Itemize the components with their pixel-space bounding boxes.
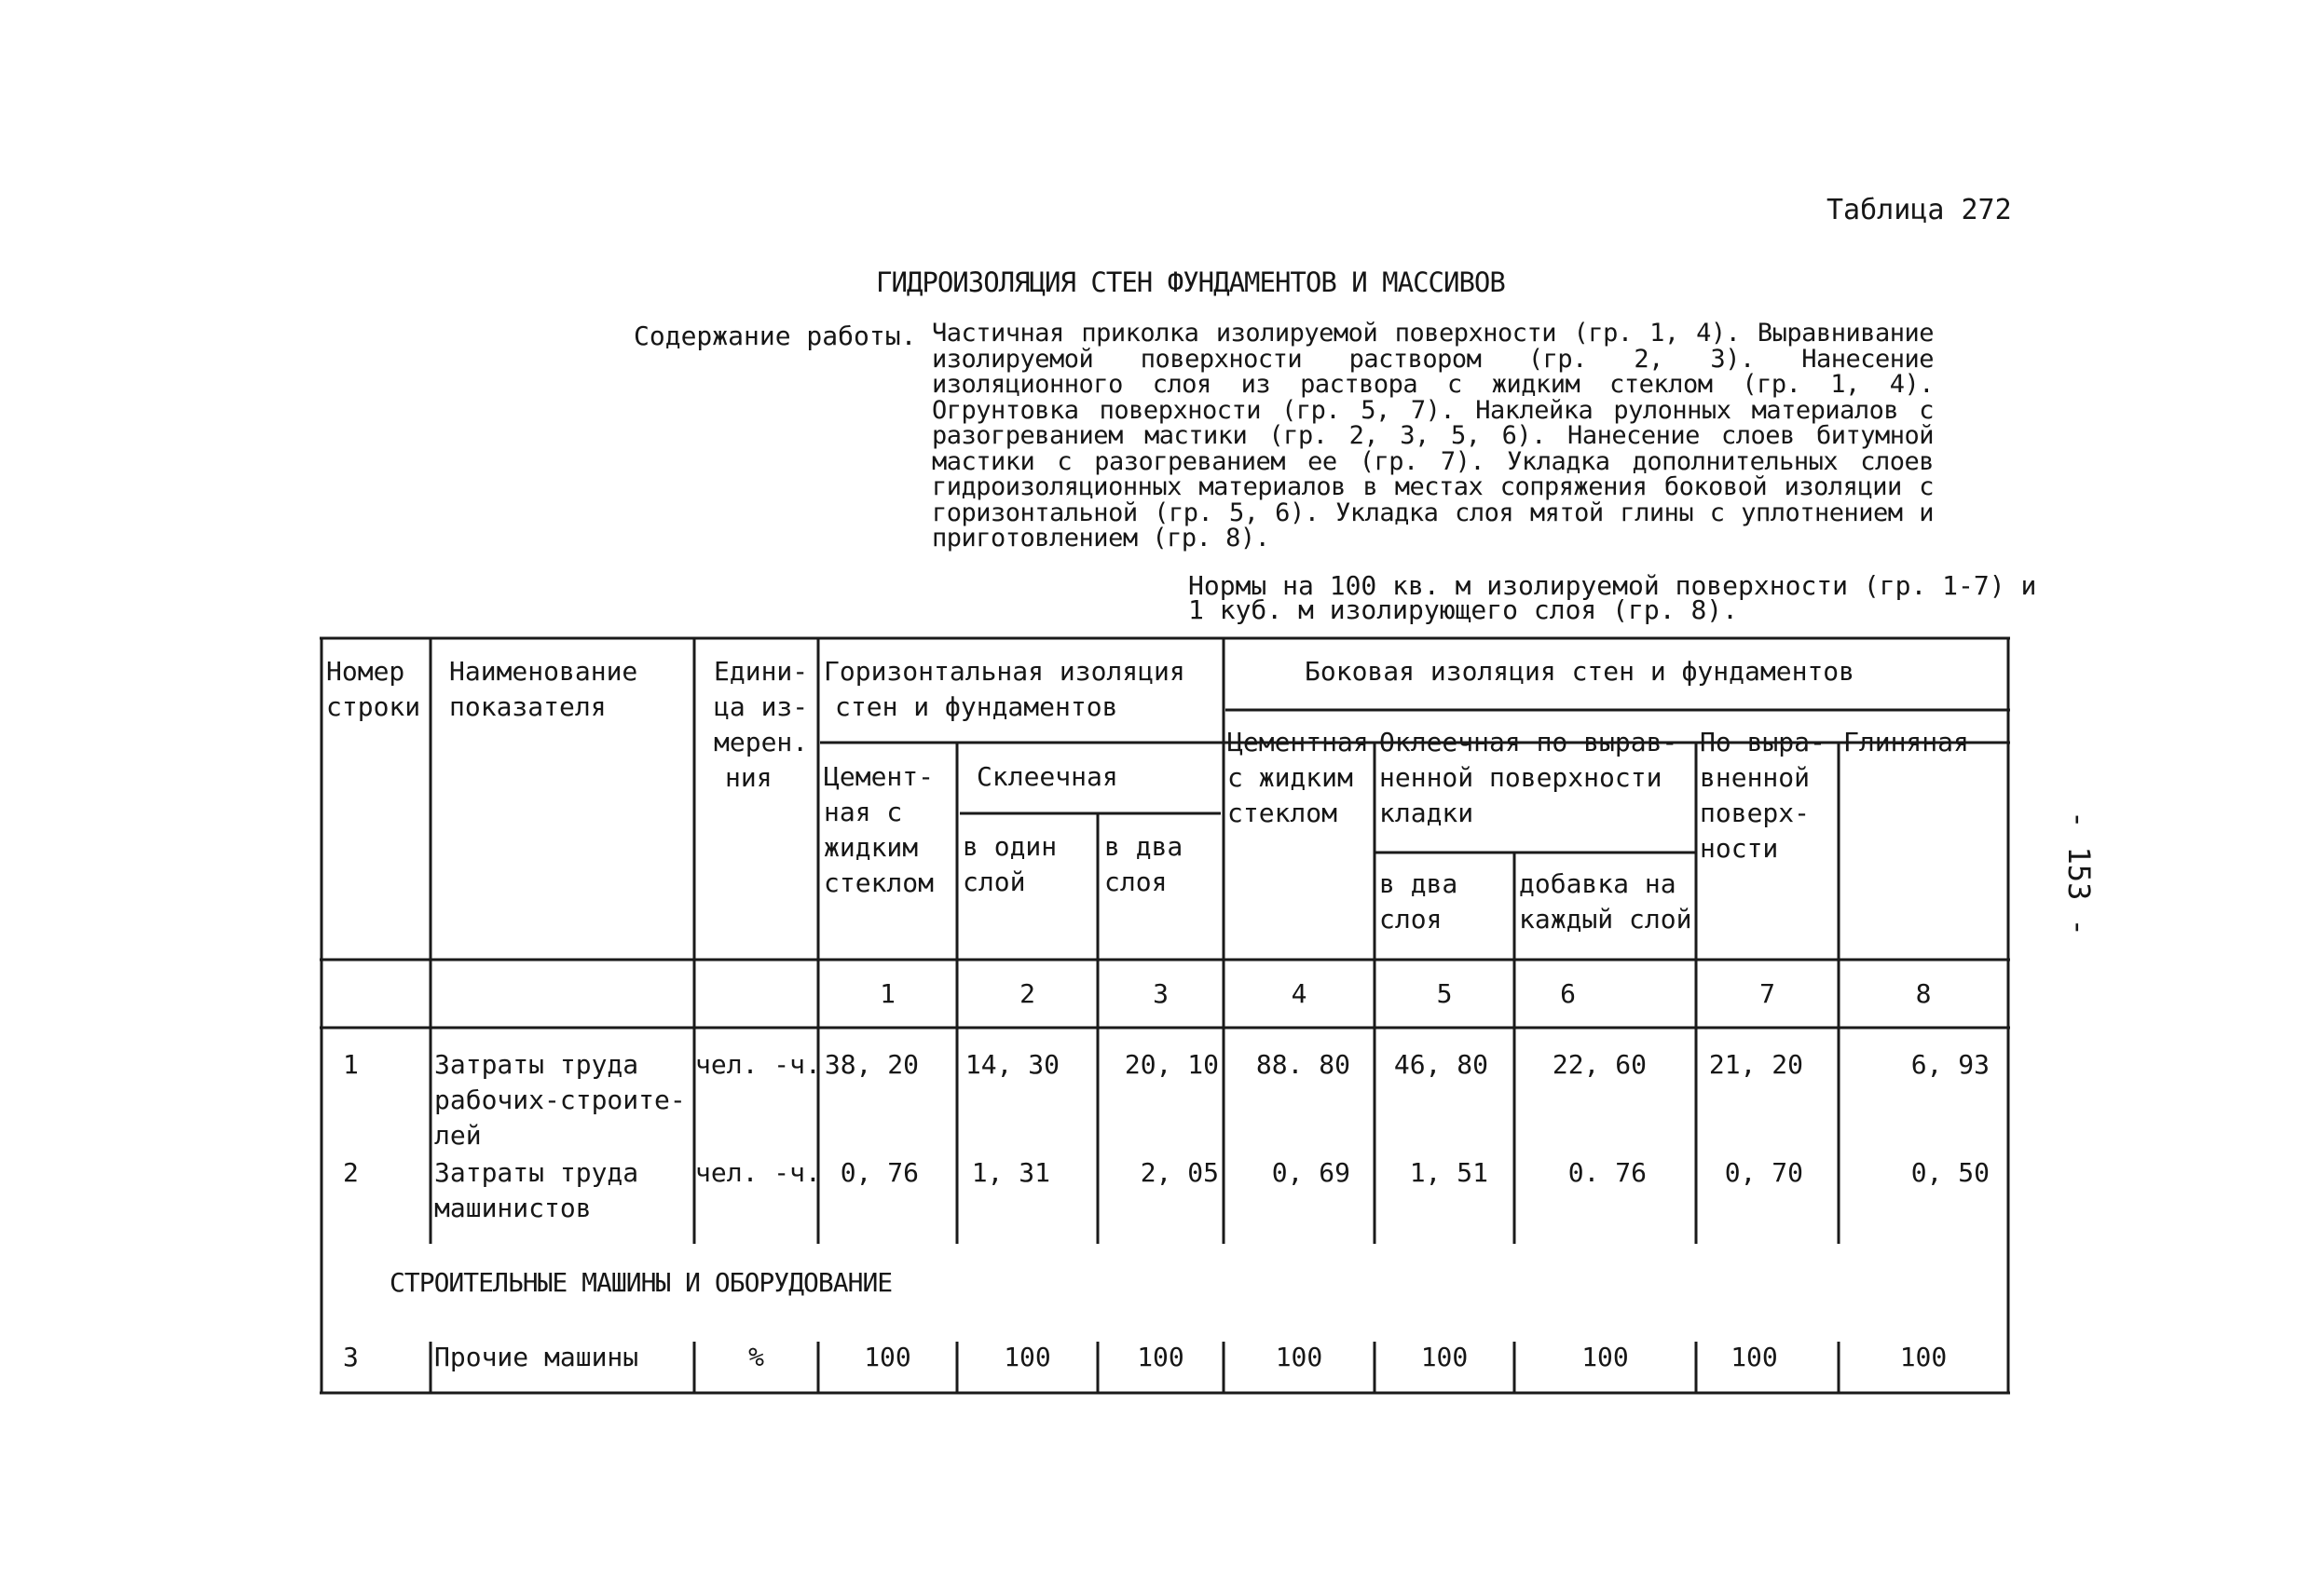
- row-1-name: Затраты труда рабочих-строите- лей: [434, 1049, 686, 1151]
- row-1-value: 46, 80: [1393, 1049, 1488, 1080]
- col-number: 8: [1915, 978, 1932, 1009]
- header-unit: Едини- ца из- мерен. ния: [714, 656, 809, 793]
- row-1-number: 1: [343, 1049, 359, 1080]
- row-1-unit: чел. -ч.: [695, 1049, 821, 1080]
- header-glued: Склеечная: [977, 761, 1118, 792]
- document-title: ГИДРОИЗОЛЯЦИЯ СТЕН ФУНДАМЕНТОВ И МАССИВОВ: [876, 266, 1505, 298]
- col-number: 4: [1291, 978, 1307, 1009]
- row-1-value: 22, 60: [1552, 1049, 1647, 1080]
- header-cement-liquid-glass: Цемент- ная с жидким стеклом: [824, 761, 935, 898]
- header-side-two-layers: в два слоя: [1379, 868, 1458, 934]
- row-3-value: 100: [1581, 1342, 1629, 1372]
- row-2-value: 1, 51: [1409, 1157, 1488, 1188]
- col-number: 1: [880, 978, 896, 1009]
- header-side-cement: Цементная с жидким стеклом: [1227, 727, 1369, 828]
- header-clay: Глиняная: [1843, 727, 1969, 757]
- header-horizontal-isolation: Горизонтальная изоляция стен и фундаментов: [824, 656, 1185, 722]
- row-3-value: 100: [1275, 1342, 1323, 1372]
- row-3-value: 100: [1731, 1342, 1778, 1372]
- row-2-value: 0. 76: [1567, 1157, 1647, 1188]
- col-number: 2: [1019, 978, 1035, 1009]
- row-3-value: 100: [1899, 1342, 1948, 1372]
- col-number: 5: [1436, 978, 1453, 1009]
- row-3-value: 100: [1004, 1342, 1051, 1372]
- row-3-number: 3: [343, 1342, 359, 1372]
- row-2-value: 2, 05: [1140, 1157, 1219, 1188]
- row-2-value: 0, 69: [1271, 1157, 1350, 1188]
- row-1-value: 6, 93: [1910, 1049, 1990, 1080]
- row-2-value: 0, 50: [1910, 1157, 1990, 1188]
- row-3-value: 100: [1137, 1342, 1184, 1372]
- header-side-glued: Оклеечная по вырав- ненной поверхности кладки: [1379, 727, 1678, 828]
- header-two-layers: в два слоя: [1104, 831, 1183, 897]
- row-2-name: Затраты труда машинистов: [434, 1157, 639, 1223]
- row-3-unit: %: [748, 1342, 764, 1372]
- row-2-unit: чел. -ч.: [695, 1157, 821, 1188]
- header-side-each-layer: добавка на каждый слой: [1519, 868, 1692, 934]
- row-3-name: Прочие машины: [434, 1342, 639, 1372]
- row-2-value: 0, 70: [1724, 1157, 1803, 1188]
- content-description: Частичная приколка изолируемой поверхности (гр. 1, 4). Выравнивание изолируемой поверхности раствором (гр. 2, 3). Нанесение изоляционного слоя из раствора с жидким стеклом (гр. 1, 4). Огрунтовка поверхности (гр. 5, 7). Наклейка рулонных материалов с разогреванием мастики (гр. 2, 3, 5, 6). Нанесение слоев битумной мастики с разогреванием ее (гр. 7). Укладка дополнительных слоев гидроизоляционных материалов в местах сопряжения боковой изоляции с горизонтальной (гр. 5, 6). Укладка слоя мятой глины с уплотнением и приготовлением (гр. 8).: [932, 319, 1934, 552]
- col-number: 3: [1153, 978, 1169, 1009]
- norms-note-line-2: 1 куб. м изолирующего слоя (гр. 8).: [1188, 594, 1739, 625]
- row-3-value: 100: [864, 1342, 911, 1372]
- header-levelled-surface: По выра- вненной поверх- ности: [1700, 727, 1826, 864]
- row-1-value: 20, 10: [1124, 1049, 1219, 1080]
- page-number: - 153 -: [2061, 811, 2097, 936]
- row-1-value: 21, 20: [1708, 1049, 1803, 1080]
- row-1-value: 88. 80: [1255, 1049, 1350, 1080]
- row-2-value: 1, 31: [971, 1157, 1050, 1188]
- header-indicator-name: Наименование показателя: [449, 656, 638, 722]
- row-2-value: 0, 76: [840, 1157, 919, 1188]
- col-number: 7: [1759, 978, 1775, 1009]
- row-1-value: 14, 30: [964, 1049, 1060, 1080]
- content-label: Содержание работы.: [634, 321, 917, 351]
- header-row-number: Номер строки: [326, 656, 421, 722]
- row-2-number: 2: [343, 1157, 359, 1188]
- row-1-value: 38, 20: [824, 1049, 919, 1080]
- header-side-isolation: Боковая изоляция стен и фундаментов: [1305, 656, 1855, 687]
- row-3-value: 100: [1420, 1342, 1469, 1372]
- norms-note-line-1: Нормы на 100 кв. м изолируемой поверхности (гр. 1-7) и: [1188, 570, 2037, 601]
- header-one-layer: в один слой: [963, 831, 1058, 897]
- table-number: Таблица 272: [1826, 194, 2012, 226]
- col-number: 6: [1560, 978, 1576, 1009]
- section-title: СТРОИТЕЛЬНЫЕ МАШИНЫ И ОБОРУДОВАНИЕ: [390, 1267, 893, 1298]
